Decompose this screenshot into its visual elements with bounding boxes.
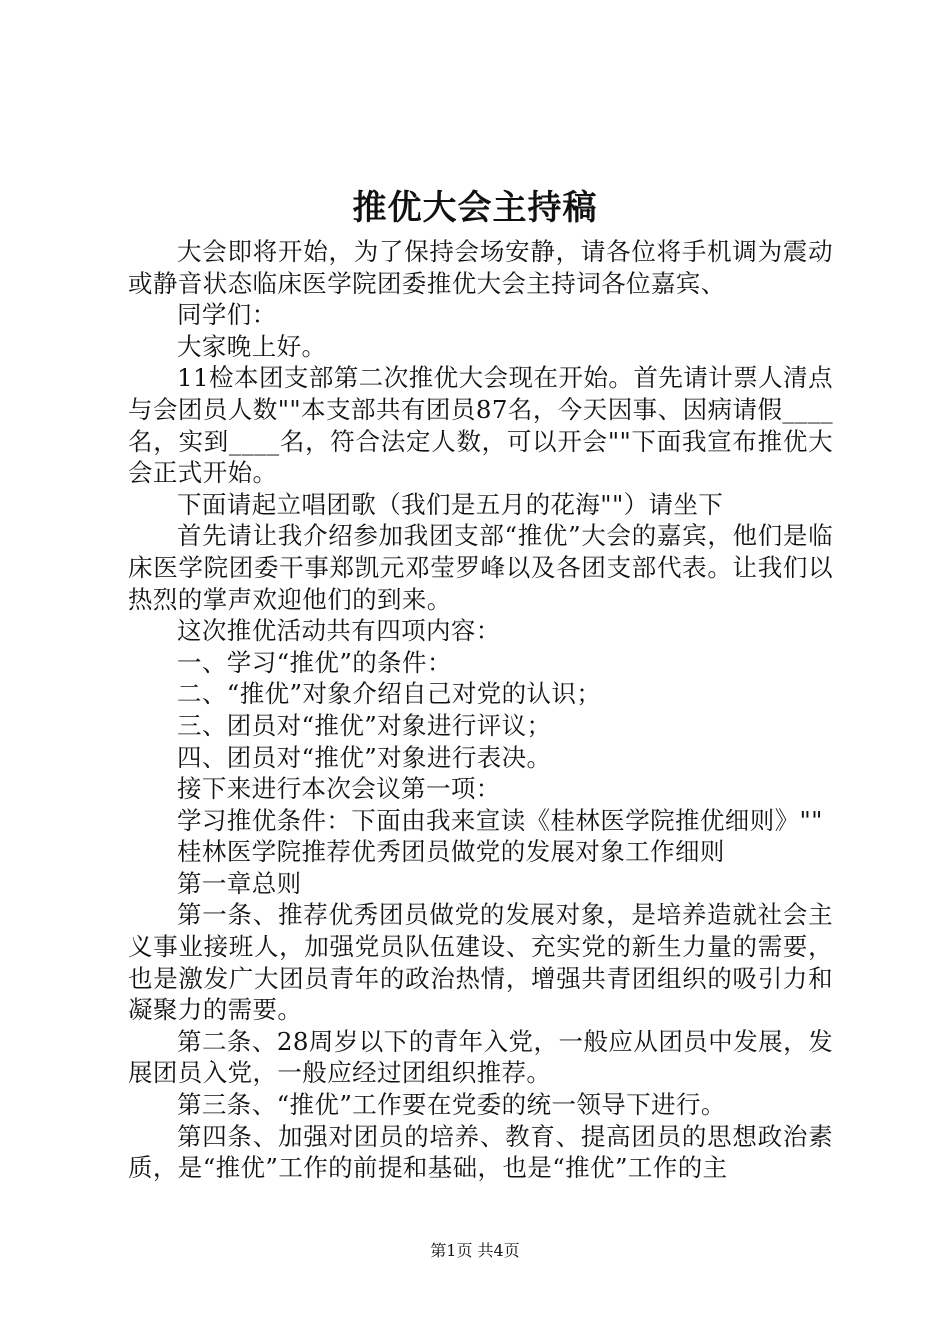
paragraph: 大会即将开始，为了保持会场安静，请各位将手机调为震动或静音状态临床医学院团委推优大会主持词各位嘉宾、: [128, 237, 833, 298]
paragraph: 桂林医学院推荐优秀团员做党的发展对象工作细则: [177, 837, 725, 867]
paragraph: 学习推优条件：下面由我来宣读《桂林医学院推优细则》"": [177, 805, 823, 835]
document-body: [128, 236, 833, 1184]
paragraph: 下面请起立唱团歌（我们是五月的花海""）请坐下: [177, 489, 724, 519]
paragraph: 这次推优活动共有四项内容：: [177, 616, 501, 646]
paragraph: 11检本团支部第二次推优大会现在开始。首先请计票人清点与会团员人数""本支部共有团员87名，今天因事、因病请假____名，实到____名，符合法定人数，可以开会""下面我宣布推优大会正式开始。: [128, 363, 833, 488]
paragraph: 二、“推优”对象介绍自己对党的认识；: [177, 679, 602, 709]
paragraph: 三、团员对“推优”对象进行评议；: [177, 710, 552, 740]
paragraph: 接下来进行本次会议第一项：: [177, 774, 501, 804]
document-title: 推优大会主持稿: [352, 188, 598, 228]
page-footer: [0, 1241, 950, 1261]
paragraph: 第三条、“推优”工作要在党委的统一领导下进行。: [177, 1090, 726, 1120]
paragraph: 第四条、加强对团员的培养、教育、提高团员的思想政治素质，是“推优”工作的前提和基础，也是“推优”工作的主: [128, 1121, 833, 1183]
paragraph: 第一章总则: [177, 868, 302, 898]
paragraph: 四、团员对“推优”对象进行表决。: [177, 742, 552, 772]
paragraph: 同学们：: [177, 300, 277, 330]
paragraph: 大家晚上好。: [177, 331, 327, 361]
paragraph: 首先请让我介绍参加我团支部“推优”大会的嘉宾，他们是临床医学院团委干事郑凯元邓莹罗峰以及各团支部代表。让我们以热烈的掌声欢迎他们的到来。: [128, 521, 833, 614]
page-indicator: 第1页 共4页: [430, 1241, 520, 1260]
paragraph: 一、学习“推优”的条件：: [177, 647, 452, 677]
paragraph: 第一条、推荐优秀团员做党的发展对象，是培养造就社会主义事业接班人，加强党员队伍建设、充实党的新生力量的需要，也是激发广大团员青年的政治热情，增强共青团组织的吸引力和凝聚力的需要。: [128, 900, 833, 1025]
paragraph: 第二条、28周岁以下的青年入党，一般应从团员中发展，发展团员入党，一般应经过团组织推荐。: [128, 1026, 833, 1088]
